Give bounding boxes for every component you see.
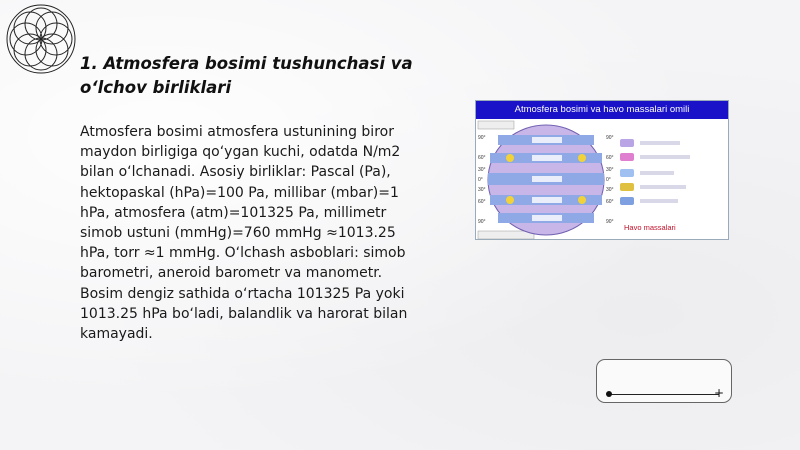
slider-handle[interactable] xyxy=(606,391,612,397)
lat-label-right: 60° xyxy=(606,155,614,161)
lat-label-left: 30° xyxy=(478,167,486,173)
lat-label-left: 90° xyxy=(478,219,486,225)
slide-body-text: Atmosfera bosimi atmosfera ustunining biror maydon birligiga qo‘ygan kuchi, odatda N/m2 bilan o‘lchanadi. Asosiy birliklar: Pascal (Pa), hektopaskal (hPa)=100 Pa, millibar (mbar)=1 hPa, atmosfera (atm)=101325 Pa, millimetr simob ustuni (mmHg)=760 mmHg ≈1013.25 hPa, torr ≈1 mmHg. O‘lchash asboblari: simob barometri, aneroid barometr va manometr. Bosim dengiz sathida o‘rtacha 101325 Pa yoki 1013.25 hPa bo‘ladi, balandlik va harorat bilan kamayadi. xyxy=(80,124,408,343)
lat-label-right: 90° xyxy=(606,135,614,141)
lat-label-right: 30° xyxy=(606,167,614,173)
lat-label-left: 30° xyxy=(478,187,486,193)
slider-control[interactable] xyxy=(596,359,732,403)
atmosphere-diagram-image xyxy=(475,100,729,240)
lat-label-right: 30° xyxy=(606,187,614,193)
slide-title: 1. Atmosfera bosimi tushunchasi va o‘lchov birliklari xyxy=(80,54,413,97)
lat-label-left: 60° xyxy=(478,199,486,205)
lat-label-left: 0° xyxy=(478,177,483,183)
lat-label-left: 60° xyxy=(478,155,486,161)
lat-label-right: 90° xyxy=(606,219,614,225)
globe-diagram xyxy=(476,119,729,240)
diagram-caption: Havo massalari xyxy=(624,223,676,232)
diagram-header: Atmosfera bosimi va havo massalari omili xyxy=(476,101,728,119)
slider-track[interactable] xyxy=(609,394,719,395)
slider-end-icon: + xyxy=(714,386,725,400)
lat-label-left: 90° xyxy=(478,135,486,141)
lat-label-right: 0° xyxy=(606,177,611,183)
lat-label-right: 60° xyxy=(606,199,614,205)
decorative-logo-icon xyxy=(4,2,78,76)
